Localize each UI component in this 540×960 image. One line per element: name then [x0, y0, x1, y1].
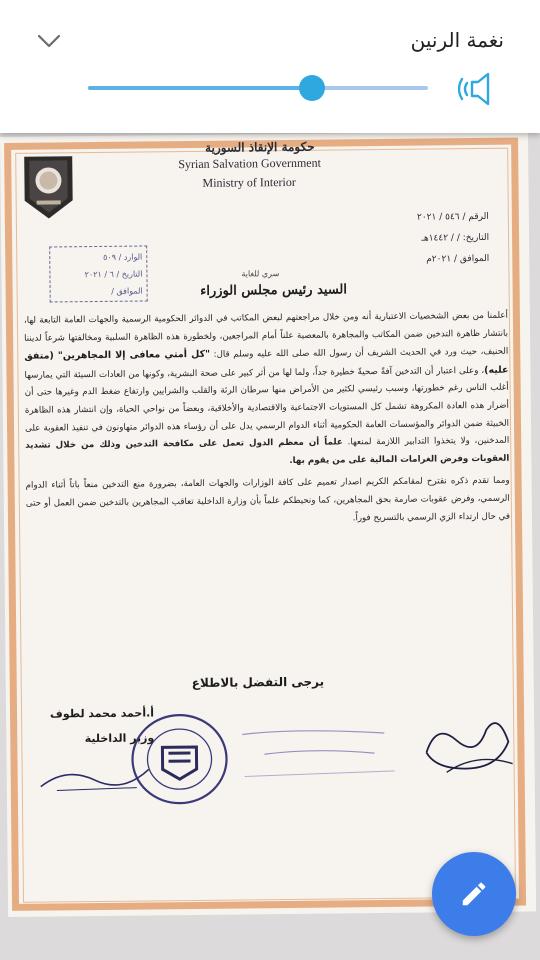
- paragraph-1-body: ، وعلى اعتبار أن التدخين آفةً صحيةً خطيرة جداً، ولما لها من أثر كبير على صحة البشرية، وكونها من العادات السيئة التي يمارسها أغلب الناس رغم خطورتها، وسبب رئيسي لكثير من الأمراض منها سرطان الرئة والقلب والشرايين وارتفاع ضغط الدم وغيرها حتى أن أضرار هذه العادة المكروهة تشمل كل المستويات الاجتماعية والاقتصادية والأخلاقية، وبعضاً من نواحي الحياة، وإن انتشار هذه الظاهرة الخبيثة ضمن الدوائر والمؤسسات العامة الحكومية أثناء الدوام الرسمي يدل على أن رؤساء هذه الدوائر متهاونون في تنفيذ العقوبة على المدخنين، ولا يتخذوا التدابير اللازمة لمنعها.: [24, 365, 510, 448]
- reference-number: الرقم / ٥٤٦ / ٢٠٢١: [416, 211, 489, 223]
- stamp-line: الوارد / ٥٠٩: [103, 252, 143, 262]
- closing-line: يرجى التفضل بالاطلاع: [191, 674, 325, 691]
- letter-body: [24, 308, 510, 536]
- document-photo: [0, 133, 540, 960]
- volume-slider-thumb[interactable]: [299, 75, 325, 101]
- pencil-icon: [459, 879, 489, 909]
- stamp-line: الموافق /: [111, 286, 143, 296]
- government-name-english: Syrian Salvation Government: [178, 155, 322, 172]
- signature-icon: [36, 755, 156, 796]
- paragraph-1-conclusion: علماً أن معظم الدول تعمل على مكافحة التدخين وذلك من خلال تشديد العقوبات وفرض الغرامات المالية على من يقوم بها.: [25, 437, 510, 466]
- classification: سري للغاية: [241, 269, 280, 279]
- ringtone-volume-panel: [0, 0, 540, 133]
- incoming-stamp: [49, 245, 148, 302]
- chevron-down-icon: [32, 24, 66, 58]
- paragraph-1: [24, 308, 510, 473]
- stamp-line: التاريخ / ٦ / ٢٠٢١: [84, 269, 143, 280]
- document-page: [0, 131, 536, 916]
- handwritten-note-icon: [234, 723, 405, 785]
- volume-slider-fill: [88, 86, 312, 90]
- hadith-quote: "كل أمتي معافى إلا المجاهرين" (متفق عليه): [24, 348, 509, 376]
- ministry-name: Ministry of Interior: [202, 174, 296, 190]
- volume-slider[interactable]: [88, 86, 428, 90]
- speaker-icon: [458, 70, 502, 108]
- signer-title: وزير الداخلية: [84, 731, 155, 746]
- addressee: السيد رئيس مجلس الوزراء: [200, 282, 348, 299]
- edit-button[interactable]: [432, 852, 516, 936]
- handwritten-signature-icon: [416, 712, 517, 783]
- speaker-button[interactable]: [458, 70, 502, 108]
- ministry-emblem-icon: [20, 150, 77, 223]
- government-name-arabic: حكومة الإنقاذ السورية: [205, 139, 315, 155]
- collapse-button[interactable]: [32, 24, 66, 58]
- paragraph-1-intro: أعلمنا من بعض الشخصيات الاعتبارية أنه ومن خلال مراجعتهم لبعض المكاتب في الدوائر الحكومية الرسمية والجهات العامة التابعة لها، بانتشار ظاهرة التدخين ضمن المكاتب والمجاهرة بالمعصية علناً أمام المراجعين، ولخطورة هذه الظاهرة السلبية ومخالفتها شرعاً لديننا الحنيف، حيث ورد في الحديث الشريف أن رسول الله صلى الله عليه وسلم قال:: [23, 310, 509, 360]
- signer-name: أ.أحمد محمد لطوف: [49, 706, 155, 721]
- reference-corresponding-date: الموافق / ٢٠٢١م: [426, 253, 490, 265]
- paragraph-2: ومما تقدم ذكره نقترح لمقامكم الكريم اصدار تعميم على كافة الوزارات والجهات العامة، بضرورة منع التدخين منعاً باتاً أثناء الدوام الرسمي، وفرض عقوبات صارمة بحق المجاهرين، كما ونحيطكم علماً بأن وزارة الداخلية تعاقب المجاهرين بالتدخين ضمن العمل أو حتى في حال ارتداء الزي الرسمي بالتسريح فوراً.: [25, 476, 511, 523]
- reference-date: التاريخ: / / ١٤٤٢هـ: [421, 232, 490, 244]
- ringtone-title: نغمة الرنين: [410, 28, 504, 52]
